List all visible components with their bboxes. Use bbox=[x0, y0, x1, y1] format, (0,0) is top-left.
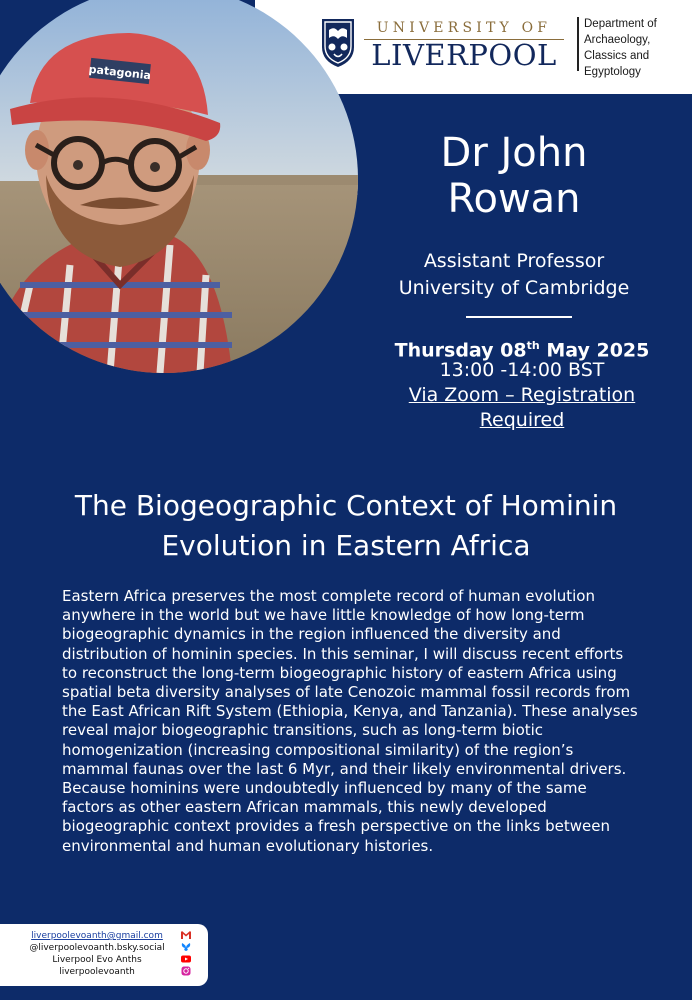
bluesky-icon bbox=[181, 942, 191, 952]
department-divider bbox=[577, 17, 579, 71]
contact-lines bbox=[18, 930, 176, 978]
contact-youtube[interactable]: Liverpool Evo Anths bbox=[52, 955, 142, 965]
contact-instagram[interactable]: liverpoolevoanth bbox=[59, 967, 135, 977]
event-date-day: Thursday 08 bbox=[394, 339, 527, 362]
contact-email-link[interactable]: liverpoolevoanth@gmail.com bbox=[31, 931, 163, 941]
gmail-icon bbox=[181, 930, 191, 940]
speaker-photo bbox=[0, 0, 358, 373]
event-time: 13:00 -14:00 BST bbox=[439, 359, 605, 381]
university-of-label: UNIVERSITY OF bbox=[376, 20, 552, 36]
cap-brand-label: patagonia bbox=[88, 62, 152, 83]
youtube-icon bbox=[181, 954, 191, 964]
speaker-affiliation: University of Cambridge bbox=[398, 277, 630, 299]
event-date-ordinal: th bbox=[526, 339, 540, 352]
speaker-role-title: Assistant Professor bbox=[423, 250, 605, 272]
university-name: LIVERPOOL bbox=[371, 38, 557, 72]
role-divider bbox=[466, 316, 572, 318]
speaker-role bbox=[380, 248, 648, 302]
contact-card bbox=[0, 924, 208, 986]
contact-bluesky[interactable]: @liverpoolevoanth.bsky.social bbox=[29, 943, 165, 953]
instagram-icon bbox=[181, 966, 191, 976]
contact-icons bbox=[181, 930, 193, 978]
talk-abstract: Eastern Africa preserves the most complete record of human evolution anywhere in the world but we have little knowledge of how long-term biogeographic dynamics in the region influenced the diversity and distribution of hominin species. In this seminar, I will discuss recent efforts to reconstruct the long-term biogeographic history of eastern Africa using spatial beta diversity analyses of late Cenozoic mammal fossil records from the East African Rift System (Ethiopia, Kenya, and Tanzania). These analyses reveal major biogeographic transitions, such as long-term biotic homogenization (increasing compositional similarity) of the region’s mammal faunas over the last 6 Myr, and their likely environmental drivers. Because hominins were undoubtedly influenced by many of the same factors as other eastern African mammals, this newly developed biogeographic context provides a fresh perspective on the links between environmental and human evolutionary histories. bbox=[62, 587, 638, 855]
speaker-name: Dr John Rowan bbox=[440, 130, 588, 222]
zoom-registration-link[interactable]: Via Zoom – Registration Required bbox=[408, 384, 636, 431]
event-date-month: May 2025 bbox=[539, 339, 650, 362]
talk-title: The Biogeographic Context of Hominin Evolution in Eastern Africa bbox=[74, 489, 618, 562]
university-crest-icon bbox=[320, 17, 356, 69]
department-name: Department of Archaeology, Classics and Egyptology bbox=[584, 18, 657, 78]
